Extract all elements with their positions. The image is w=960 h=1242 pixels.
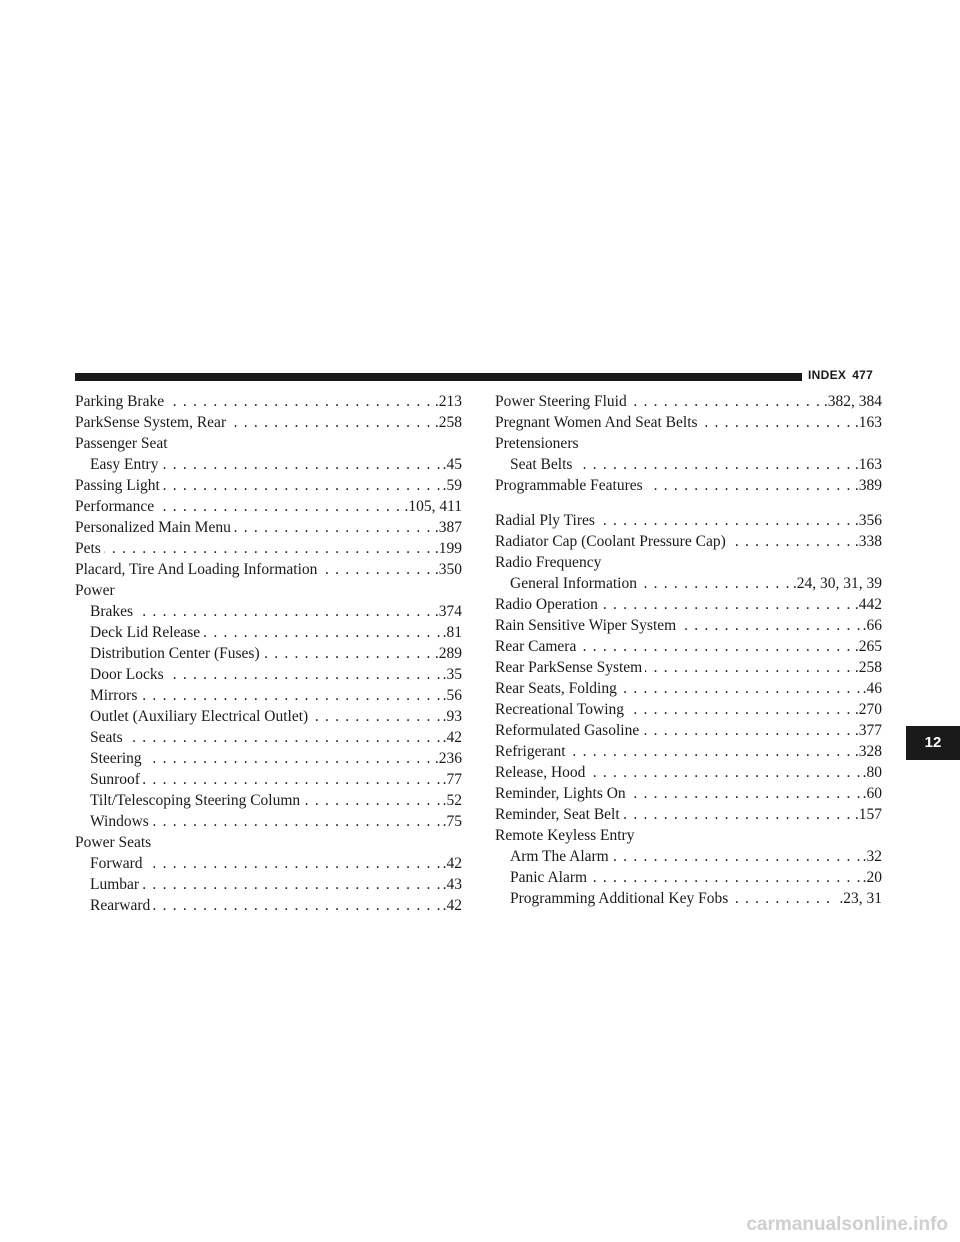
index-page-refs: .59 [442,477,462,494]
index-page-refs: .338 [854,533,882,550]
index-term: ParkSense System, Rear [75,414,229,431]
index-page-refs: .163 [854,456,882,473]
index-term: Radio Operation [495,596,601,613]
index-entry [75,559,462,580]
index-page-refs: .56 [442,687,462,704]
index-entry [495,783,882,804]
index-page-refs: .32 [862,848,882,865]
index-subentry [90,454,462,475]
index-page-refs: .45 [442,456,462,473]
index-subentry [90,601,462,622]
index-subentry [90,664,462,685]
index-entry [495,531,882,552]
index-term: Pets [75,540,104,557]
index-term: Radio Frequency [495,554,604,571]
index-term: Programming Additional Key Fobs [510,890,731,907]
index-term: General Information [510,575,640,592]
index-term: Panic Alarm [510,869,590,886]
index-column-right [495,391,882,909]
index-term: Passing Light [75,477,163,494]
index-term: Rain Sensitive Wiper System [495,617,679,634]
index-term: Pretensioners [495,435,582,452]
index-entry [495,699,882,720]
index-entry [495,762,882,783]
index-term: Radial Ply Tires [495,512,598,529]
index-term: Power Steering Fluid [495,393,630,410]
index-term: Lumbar [90,876,142,893]
index-page-refs: .20 [862,869,882,886]
running-header [808,368,873,382]
index-page-refs: .105, 411 [404,498,462,515]
index-term: Passenger Seat [75,435,171,452]
index-page-refs: .258 [854,659,882,676]
index-page-refs: .81 [442,624,462,641]
index-entry [495,678,882,699]
index-entry [495,720,882,741]
index-term: Windows [90,813,152,830]
index-subentry [90,748,462,769]
page-number: 477 [852,368,874,382]
index-term: Programmable Features [495,477,646,494]
index-term: Seat Belts [510,456,575,473]
index-entry [495,594,882,615]
index-page-refs: .52 [442,792,462,809]
index-page-refs: .24, 30, 31, 39 [792,575,882,592]
index-subentry [90,874,462,895]
index-term: Rearward [90,897,153,914]
index-entry [495,552,882,573]
index-subentry [510,846,882,867]
index-page-refs: .80 [862,764,882,781]
index-entry [495,510,882,531]
index-term: Easy Entry [90,456,161,473]
index-subentry [90,727,462,748]
index-entry [495,615,882,636]
index-entry [75,832,462,853]
index-subentry [90,622,462,643]
index-term: Outlet (Auxiliary Electrical Outlet) [90,708,311,725]
index-term: Mirrors [90,687,140,704]
index-term: Distribution Center (Fuses) [90,645,263,662]
index-page-refs: .389 [854,477,882,494]
index-page-refs: .213 [434,393,462,410]
index-subentry [90,643,462,664]
index-subentry [90,853,462,874]
index-term: Radiator Cap (Coolant Pressure Cap) [495,533,729,550]
header-section-title: INDEX [808,368,847,382]
index-page-refs: .42 [442,855,462,872]
index-page-refs: .377 [854,722,882,739]
index-term: Pregnant Women And Seat Belts [495,414,701,431]
index-page-refs: .93 [442,708,462,725]
index-page-refs: .42 [442,729,462,746]
index-subentry [90,769,462,790]
index-term: Forward [90,855,146,872]
index-page-refs: .265 [854,638,882,655]
index-page-refs: .66 [862,617,882,634]
index-page-refs: .43 [442,876,462,893]
index-entry [75,391,462,412]
chapter-tab: 12 [906,726,960,760]
index-term: Power Seats [75,834,154,851]
index-term: Arm The Alarm [510,848,612,865]
index-page-refs: .270 [854,701,882,718]
index-term: Steering [90,750,145,767]
index-entry [495,636,882,657]
index-page-refs: .42 [442,897,462,914]
index-page-refs: .60 [862,785,882,802]
index-page-refs: .350 [434,561,462,578]
index-page-refs: .23, 31 [839,890,882,907]
index-page-refs: .382, 384 [823,393,882,410]
index-term: Reminder, Seat Belt [495,806,623,823]
index-entry [495,433,882,454]
index-subentry [90,790,462,811]
index-page-refs: .258 [434,414,462,431]
index-entry [75,517,462,538]
index-page-refs: .46 [862,680,882,697]
index-entry [75,433,462,454]
index-term: Refrigerant [495,743,569,760]
index-subentry [90,706,462,727]
index-page-refs: .163 [854,414,882,431]
index-page-refs: .387 [434,519,462,536]
index-page-refs: .199 [434,540,462,557]
index-term: Release, Hood [495,764,588,781]
index-page-refs: .289 [434,645,462,662]
index-subentry [90,685,462,706]
index-entry [495,741,882,762]
index-entry [495,412,882,433]
index-entry [75,580,462,601]
header-rule [75,373,802,381]
index-entry [75,538,462,559]
index-subentry [90,895,462,916]
index-entry [495,657,882,678]
index-term: Rear Camera [495,638,579,655]
index-term: Power [75,582,118,599]
index-term: Parking Brake [75,393,167,410]
index-term: Rear Seats, Folding [495,680,620,697]
index-term: Personalized Main Menu [75,519,234,536]
index-entry [495,391,882,412]
index-subentry [90,811,462,832]
index-page-refs: .356 [854,512,882,529]
index-entry [75,496,462,517]
index-page-refs: .374 [434,603,462,620]
index-entry [495,804,882,825]
index-page-refs: .442 [854,596,882,613]
index-subentry [510,867,882,888]
index-term: Remote Keyless Entry [495,827,637,844]
index-entry [495,475,882,496]
index-entry [75,475,462,496]
index-term: Tilt/Telescoping Steering Column [90,792,303,809]
watermark: carmanualsonline.info [746,1214,948,1235]
index-term: Reminder, Lights On [495,785,629,802]
index-term: Seats [90,729,126,746]
index-subentry [510,888,882,909]
index-subentry [510,454,882,475]
index-page-refs: .328 [854,743,882,760]
index-term: Performance [75,498,157,515]
index-page-refs: .75 [442,813,462,830]
index-term: Brakes [90,603,136,620]
index-page-refs: .157 [854,806,882,823]
index-term: Recreational Towing [495,701,627,718]
index-entry [495,825,882,846]
index-term: Door Locks [90,666,167,683]
index-term: Deck Lid Release [90,624,203,641]
index-term: Reformulated Gasoline [495,722,642,739]
index-column-left [75,391,462,916]
index-page-refs: .35 [442,666,462,683]
index-term: Placard, Tire And Loading Information [75,561,320,578]
index-page-refs: .77 [442,771,462,788]
index-entry [75,412,462,433]
index-subentry [510,573,882,594]
index-term: Rear ParkSense System [495,659,645,676]
index-page-refs: .236 [434,750,462,767]
index-term: Sunroof [90,771,143,788]
